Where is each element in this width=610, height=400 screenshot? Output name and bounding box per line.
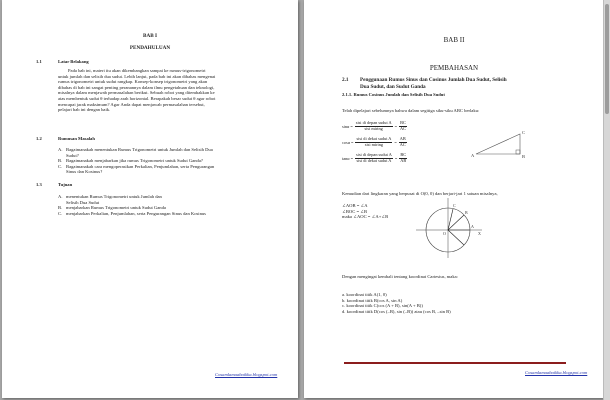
formula-label: cosα = bbox=[342, 139, 354, 145]
point-c-label: C bbox=[453, 203, 456, 208]
section-title-line: Penggunaan Rumus Sinus dan Cosinus Jumlah Dua Sudut, Selisih bbox=[360, 77, 507, 83]
chapter-label: BAB I bbox=[143, 33, 157, 39]
denominator: sisi miring bbox=[364, 125, 383, 131]
list-item bbox=[58, 194, 206, 205]
list-line: Sudut? bbox=[66, 152, 79, 158]
fraction bbox=[355, 121, 393, 131]
section-title: Rumusan Masalah bbox=[58, 136, 95, 141]
unit-circle-diagram bbox=[412, 196, 484, 260]
list-item bbox=[58, 164, 214, 175]
list-text bbox=[66, 194, 162, 205]
fraction bbox=[399, 121, 407, 131]
section-number: 1.2 bbox=[36, 136, 42, 141]
list-line: Bagaimanakah cara mengoperasikan Perkalian, Penjumlahan, serta Pengurangan bbox=[66, 163, 215, 169]
coordinate-list bbox=[342, 292, 451, 314]
list-marker: C. bbox=[58, 163, 63, 169]
vertex-c-label: C bbox=[522, 130, 526, 135]
denominator: AC bbox=[400, 125, 406, 131]
list-marker: A. bbox=[58, 147, 63, 152]
paragraph-line: Pada bab ini, materi itu akan dikembangkan sampai ke rumus-trigonometri bbox=[68, 68, 206, 73]
equals: = bbox=[394, 123, 398, 129]
section-title-line: Dua Sudut, dan Sudut Ganda bbox=[360, 84, 426, 90]
numerator: BC bbox=[400, 152, 407, 157]
paragraph-line: rumus trigonometri untuk sudut rangkap. Konsep-konsep trigonometri yang akan bbox=[58, 79, 208, 85]
fraction bbox=[399, 153, 407, 163]
tangent-formula bbox=[342, 153, 408, 163]
numerator: sisi di depan sudut A bbox=[355, 120, 392, 125]
list-line: menjabarkan Rumus Trigonometri untuk Sudut Ganda bbox=[66, 205, 166, 211]
fraction bbox=[399, 137, 407, 147]
section-number: 1.3 bbox=[36, 182, 42, 187]
list-marker: A. bbox=[58, 194, 63, 199]
list-line: Selisih Dua Sudut bbox=[66, 199, 100, 205]
angle-line: maka ∠AOC = ∠A+∠B bbox=[342, 214, 389, 220]
origin-label: O bbox=[443, 231, 446, 236]
list-text bbox=[66, 211, 206, 217]
denominator: AC bbox=[399, 141, 406, 147]
list-line: Bagaimanakah menjabarkan jika rumus Trigonometri untuk Sudut Ganda? bbox=[66, 158, 203, 164]
numerator: sisi di depan sudut A bbox=[356, 152, 392, 157]
background-paragraph bbox=[58, 68, 263, 113]
footer-divider bbox=[344, 362, 566, 364]
fraction bbox=[355, 153, 393, 163]
formula-label: sinα = bbox=[342, 123, 353, 129]
angle-line: ∠BOC = ∠B bbox=[342, 208, 368, 214]
subsection-title: 2.1.1. Rumus Cosinus Jumlah dan Selisih Dua Sudut bbox=[342, 92, 445, 97]
paragraph-line: atas membentuk sudut θ terhadap arah horizontal. Berapakah besar sudut θ agar robot bbox=[58, 95, 216, 101]
vertical-scrollbar[interactable] bbox=[603, 0, 610, 400]
section-number: 1.1 bbox=[36, 59, 42, 64]
point-a-label: A bbox=[471, 224, 474, 229]
list-text bbox=[66, 164, 214, 175]
coordinate-item: c. koordinat titik C(cos (A + B), sin(A + B)) bbox=[342, 303, 423, 309]
paragraph-line: dibahas di bab ini sangat penting peranannya dalam ilmu pengetahuan dan teknologi, bbox=[58, 84, 215, 90]
cosine-formula bbox=[342, 137, 408, 147]
list-marker: C. bbox=[58, 210, 63, 216]
angle-line: ∠AOB = ∠A bbox=[342, 203, 368, 208]
numerator: BC bbox=[400, 120, 406, 125]
chapter-title: PENDAHULUAN bbox=[129, 45, 171, 51]
numerator: sisi di dekat sudut A bbox=[356, 136, 392, 141]
chapter-label: BAB II bbox=[443, 36, 465, 44]
footer-link[interactable]: Cosamlamaabaikka.blogspot.com bbox=[215, 372, 278, 377]
tujuan-list bbox=[58, 194, 206, 216]
section-title: Latar Belakang bbox=[58, 59, 89, 64]
denominator: sisi miring bbox=[364, 141, 384, 147]
equals: = bbox=[394, 155, 398, 161]
radius-od bbox=[448, 230, 464, 245]
paragraph-line: pelajari bab ini dengan baik. bbox=[58, 107, 111, 113]
list-line: menjabarkan Perkalian, Penjumlahan, serta Pengurangan Sinus dan Kosinus bbox=[66, 210, 206, 216]
coordinate-item: a. koordinat titik A(1, 0) bbox=[342, 292, 387, 297]
numerator: AB bbox=[399, 136, 406, 141]
radius-oc bbox=[448, 209, 453, 230]
denominator: sisi di dekat sudut A bbox=[356, 157, 392, 163]
rumusan-list bbox=[58, 147, 214, 175]
x-axis-label: X bbox=[478, 231, 481, 236]
triangle-shape bbox=[476, 134, 520, 154]
list-item bbox=[58, 147, 214, 158]
list-line: Bagaimanakah menentukan Rumus Trigonometri untuk Jumlah dan Selisih Dua bbox=[66, 147, 213, 152]
chapter-title: PEMBAHASAN bbox=[429, 64, 479, 72]
paragraph-line: mencapai jarak maksimum? Agar Anda dapat menjawab permasalahan tersebut, bbox=[58, 101, 205, 107]
list-item bbox=[58, 211, 206, 217]
list-marker: B. bbox=[58, 205, 63, 211]
coordinate-item: d. koordinat titik D(cos (–B), sin (–B)) atau (cos B, –sin B) bbox=[342, 308, 451, 314]
point-b-label: B bbox=[465, 210, 468, 215]
angle-relations bbox=[342, 203, 388, 220]
scrollbar-thumb[interactable] bbox=[605, 4, 609, 114]
fraction bbox=[355, 137, 392, 147]
section-number: 2.1 bbox=[342, 77, 349, 83]
right-angle-mark bbox=[516, 150, 520, 154]
list-marker: B. bbox=[58, 158, 63, 164]
list-line: Sinus dan Kosinus? bbox=[66, 169, 103, 175]
sine-formula bbox=[342, 121, 408, 131]
document-page-1 bbox=[2, 0, 298, 398]
circle-intro-text: Kemudian dari lingkaran yang berpusat di O(0, 0) dan berjari-jari 1 satuan misalnya, bbox=[342, 191, 498, 196]
formula-label: tanα = bbox=[342, 155, 353, 161]
paragraph-line: misalnya dalam menjawab permasalahan berikut. Sebuah robot yang ditembakkan ke bbox=[58, 90, 215, 96]
document-page-2 bbox=[304, 0, 604, 398]
coordinate-item: b. koordinat titik B(cos A, sin A) bbox=[342, 297, 403, 303]
list-line: menentukan Rumus Trigonometri untuk Jumlah dan bbox=[66, 194, 162, 199]
intro-text: Telah dipelajari sebelumnya bahwa dalam segitiga siku-siku ABC berlaku: bbox=[342, 108, 480, 113]
footer-link[interactable]: Cosamlamaabaikka.blogspot.com bbox=[525, 370, 588, 375]
paragraph-line: untuk jumlah dan selisih dua sudut. Lebih lanjut, pada bab ini akan dibahas mengenai bbox=[58, 73, 216, 79]
cartesian-intro-text: Dengan mengingat kembali tentang koordinat Cartesius, maka: bbox=[342, 274, 458, 279]
radius-ob bbox=[448, 215, 464, 230]
list-text bbox=[66, 147, 213, 158]
vertex-a-label: A bbox=[471, 153, 475, 158]
right-triangle-diagram bbox=[470, 126, 530, 160]
section-title: Tujuan bbox=[58, 182, 73, 187]
vertex-b-label: B bbox=[522, 154, 526, 159]
equals: = bbox=[394, 139, 397, 145]
denominator: AB bbox=[400, 157, 407, 163]
